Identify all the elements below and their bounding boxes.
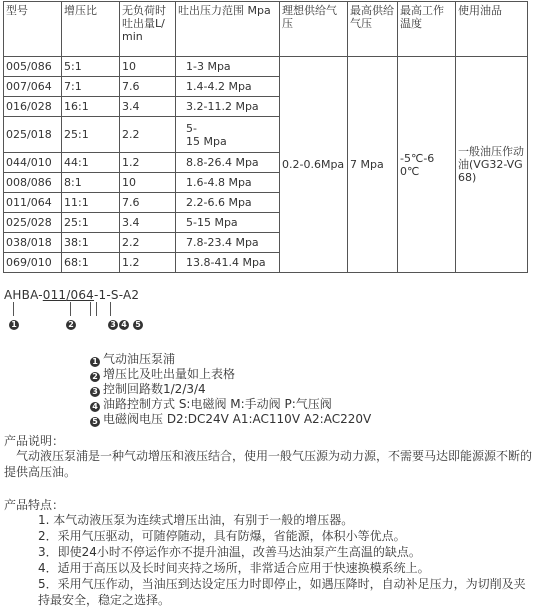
- cell-ideal-supply: 0.2-0.6Mpa: [280, 57, 348, 273]
- header-cell: 最高工作温度: [398, 2, 456, 57]
- legend-item: 1 气动油压泵浦: [90, 352, 371, 367]
- feature-item: 5．采用气压作动，当油压到达设定压力时即停止，如遇压降时，自动补足压力，为切削及夹持最安全，稳定之选择。: [38, 577, 526, 607]
- cell-flow: 7.6: [120, 77, 176, 97]
- cell-pressure: 1-3 Mpa: [176, 57, 280, 77]
- cell-pressure: 7.8-23.4 Mpa: [176, 233, 280, 253]
- marker-number: 3: [108, 320, 118, 330]
- marker-line: [90, 302, 91, 316]
- cell-model: 069/010: [4, 253, 62, 273]
- cell-ratio: 8:1: [62, 173, 120, 193]
- legend-item: 3 控制回路数1/2/3/4: [90, 382, 371, 397]
- cell-pressure: 8.8-26.4 Mpa: [176, 153, 280, 173]
- model-code: AHBA-011/064-1-S-A2: [4, 288, 140, 302]
- cell-flow: 2.2: [120, 117, 176, 153]
- feature-item: 2．采用气压驱动，可随停随动，具有防爆，省能源，体积小等优点。: [38, 529, 406, 543]
- cell-ratio: 68:1: [62, 253, 120, 273]
- cell-pressure: 2.2-6.6 Mpa: [176, 193, 280, 213]
- features-title: 产品特点：: [4, 498, 65, 512]
- table-row: [4, 57, 528, 77]
- feature-item: 4．适用于高压以及长时间夹持之场所，非常适合应用于快速换模系统上。: [38, 561, 430, 575]
- legend-item: 5 电磁阀电压 D2:DC24V A1:AC110V A2:AC220V: [90, 412, 371, 427]
- feature-item: 3．即使24小时不停运作亦不提升油温，改善马达油泵产生高温的缺点。: [38, 545, 421, 559]
- cell-ratio: 25:1: [62, 117, 120, 153]
- model-code-part2: 064: [70, 288, 95, 302]
- cell-flow: 7.6: [120, 193, 176, 213]
- cell-model: 007/064: [4, 77, 62, 97]
- model-code-suffix: -1-S-A2: [94, 288, 140, 302]
- header-cell: 吐出压力范围 Mpa: [176, 2, 280, 57]
- cell-max-temp: -5℃-60℃: [398, 57, 456, 273]
- cell-model: 038/018: [4, 233, 62, 253]
- header-cell: 使用油品: [456, 2, 528, 57]
- header-cell: 最高供给气压: [348, 2, 398, 57]
- cell-model: 025/028: [4, 213, 62, 233]
- cell-pressure: 5- 15 Mpa: [176, 117, 280, 153]
- cell-ratio: 44:1: [62, 153, 120, 173]
- cell-pressure: 5-15 Mpa: [176, 213, 280, 233]
- cell-flow: 1.2: [120, 253, 176, 273]
- cell-flow: 3.4: [120, 213, 176, 233]
- cell-pressure: 3.2-11.2 Mpa: [176, 97, 280, 117]
- marker-line: [96, 302, 97, 316]
- cell-flow: 10: [120, 173, 176, 193]
- code-legend: [90, 352, 371, 427]
- cell-oil: 一般油压作动油(VG32-VG68): [456, 57, 528, 273]
- spec-table: [3, 1, 528, 273]
- feature-item: 1. 本气动液压泵为连续式增压出油，有别于一般的增压器。: [38, 513, 354, 527]
- cell-flow: 2.2: [120, 233, 176, 253]
- cell-pressure: 1.6-4.8 Mpa: [176, 173, 280, 193]
- cell-model: 044/010: [4, 153, 62, 173]
- description-text: 气动液压泵浦是一种气动增压和液压结合，使用一般气压源为动力源，不需要马达即能源源不断的提供高压油。: [4, 449, 533, 479]
- marker-line: [110, 302, 111, 316]
- description-title: 产品说明：: [4, 434, 65, 448]
- model-code-markers: [0, 300, 200, 334]
- marker-number: 4: [119, 320, 129, 330]
- model-code-part1: 011: [42, 288, 67, 302]
- cell-ratio: 38:1: [62, 233, 120, 253]
- cell-model: 016/028: [4, 97, 62, 117]
- cell-model: 008/086: [4, 173, 62, 193]
- cell-max-supply: 7 Mpa: [348, 57, 398, 273]
- marker-number: 2: [66, 320, 76, 330]
- cell-model: 025/018: [4, 117, 62, 153]
- cell-ratio: 16:1: [62, 97, 120, 117]
- legend-item: 2 增压比及吐出量如上表格: [90, 367, 371, 382]
- cell-pressure: 1.4-4.2 Mpa: [176, 77, 280, 97]
- features-list: [4, 512, 532, 608]
- table-body: [4, 57, 528, 273]
- cell-model: 011/064: [4, 193, 62, 213]
- cell-ratio: 5:1: [62, 57, 120, 77]
- cell-pressure: 13.8-41.4 Mpa: [176, 253, 280, 273]
- cell-ratio: 25:1: [62, 213, 120, 233]
- cell-flow: 10: [120, 57, 176, 77]
- header-cell: 理想供给气压: [280, 2, 348, 57]
- cell-model: 005/086: [4, 57, 62, 77]
- cell-flow: 3.4: [120, 97, 176, 117]
- marker-number: 1: [9, 320, 19, 330]
- header-cell: 型号: [4, 2, 62, 57]
- marker-line: [70, 302, 71, 316]
- header-cell: 增压比: [62, 2, 120, 57]
- cell-ratio: 11:1: [62, 193, 120, 213]
- marker-number: 5: [133, 320, 143, 330]
- legend-item: 4 油路控制方式 S:电磁阀 M:手动阀 P:气压阀: [90, 397, 371, 412]
- table-header-row: [4, 2, 528, 57]
- marker-line: [13, 302, 14, 316]
- cell-ratio: 7:1: [62, 77, 120, 97]
- header-cell: 无负荷时吐出量L/min: [120, 2, 176, 57]
- cell-flow: 1.2: [120, 153, 176, 173]
